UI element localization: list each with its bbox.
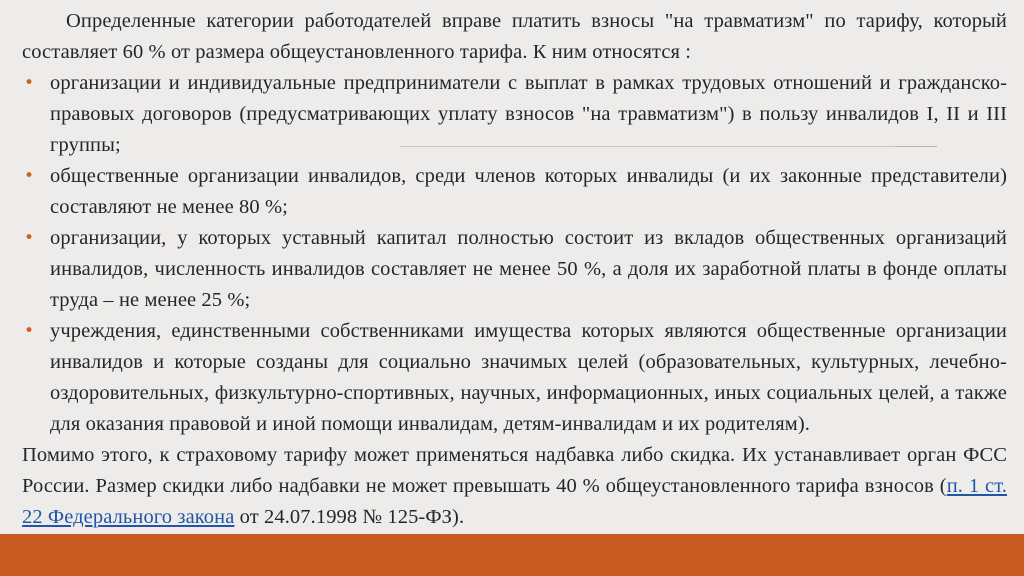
list-item <box>22 316 1007 440</box>
intro-paragraph: Определенные категории работодателей вправе платить взносы "на травматизм" по тарифу, который составляет 60 % от размера общеустановленного тарифа. К ним относятся : <box>22 10 1007 63</box>
bullet-list <box>22 68 1007 440</box>
list-item-text: организации и индивидуальные предприниматели с выплат в рамках трудовых отношений и гражданско-правовых договоров (предусматривающих уплату взносов "на травматизм") в пользу инвалидов I, II и III группы; <box>50 72 1007 156</box>
federal-law-link[interactable]: п. 1 ст. 22 Федерального закона <box>22 475 1007 528</box>
bottom-accent-bar <box>0 534 1024 576</box>
bullet-dot-icon: • <box>24 321 35 341</box>
bullet-dot-icon: • <box>24 73 35 93</box>
list-item-text: учреждения, единственными собственниками имущества которых являются общественные организации инвалидов и которые созданы для социально значимых целей (образовательных, культурных, лечебно-оздоровительных, физкультурно-спортивных, научных, информационных, иных социальных целей, а также для оказания правовой и иной помощи инвалидам, детям-инвалидам и их родителям). <box>50 320 1007 435</box>
closing-text: Помимо этого, к страховому тарифу может применяться надбавка либо скидка. Их устанавливает орган ФСС России. Размер скидки либо надбавки не может превышать 40 % общеустановленного тарифа взносов ( <box>22 444 1007 497</box>
list-item <box>22 68 1007 161</box>
closing-paragraph <box>22 440 1007 533</box>
list-item <box>22 161 1007 223</box>
slide-body <box>22 6 1007 533</box>
list-item <box>22 223 1007 316</box>
list-item-text: общественные организации инвалидов, среди членов которых инвалиды (и их законные представители) составляют не менее 80 %; <box>50 165 1007 218</box>
list-item-text: организации, у которых уставный капитал полностью состоит из вкладов общественных организаций инвалидов, численность инвалидов составляет не менее 50 %, а доля их заработной платы в фонде оплаты труда – не менее 25 %; <box>50 227 1007 311</box>
bullet-dot-icon: • <box>24 228 35 248</box>
bullet-dot-icon: • <box>24 166 35 186</box>
closing-after-link: от 24.07.1998 № 125-ФЗ). <box>234 506 465 528</box>
